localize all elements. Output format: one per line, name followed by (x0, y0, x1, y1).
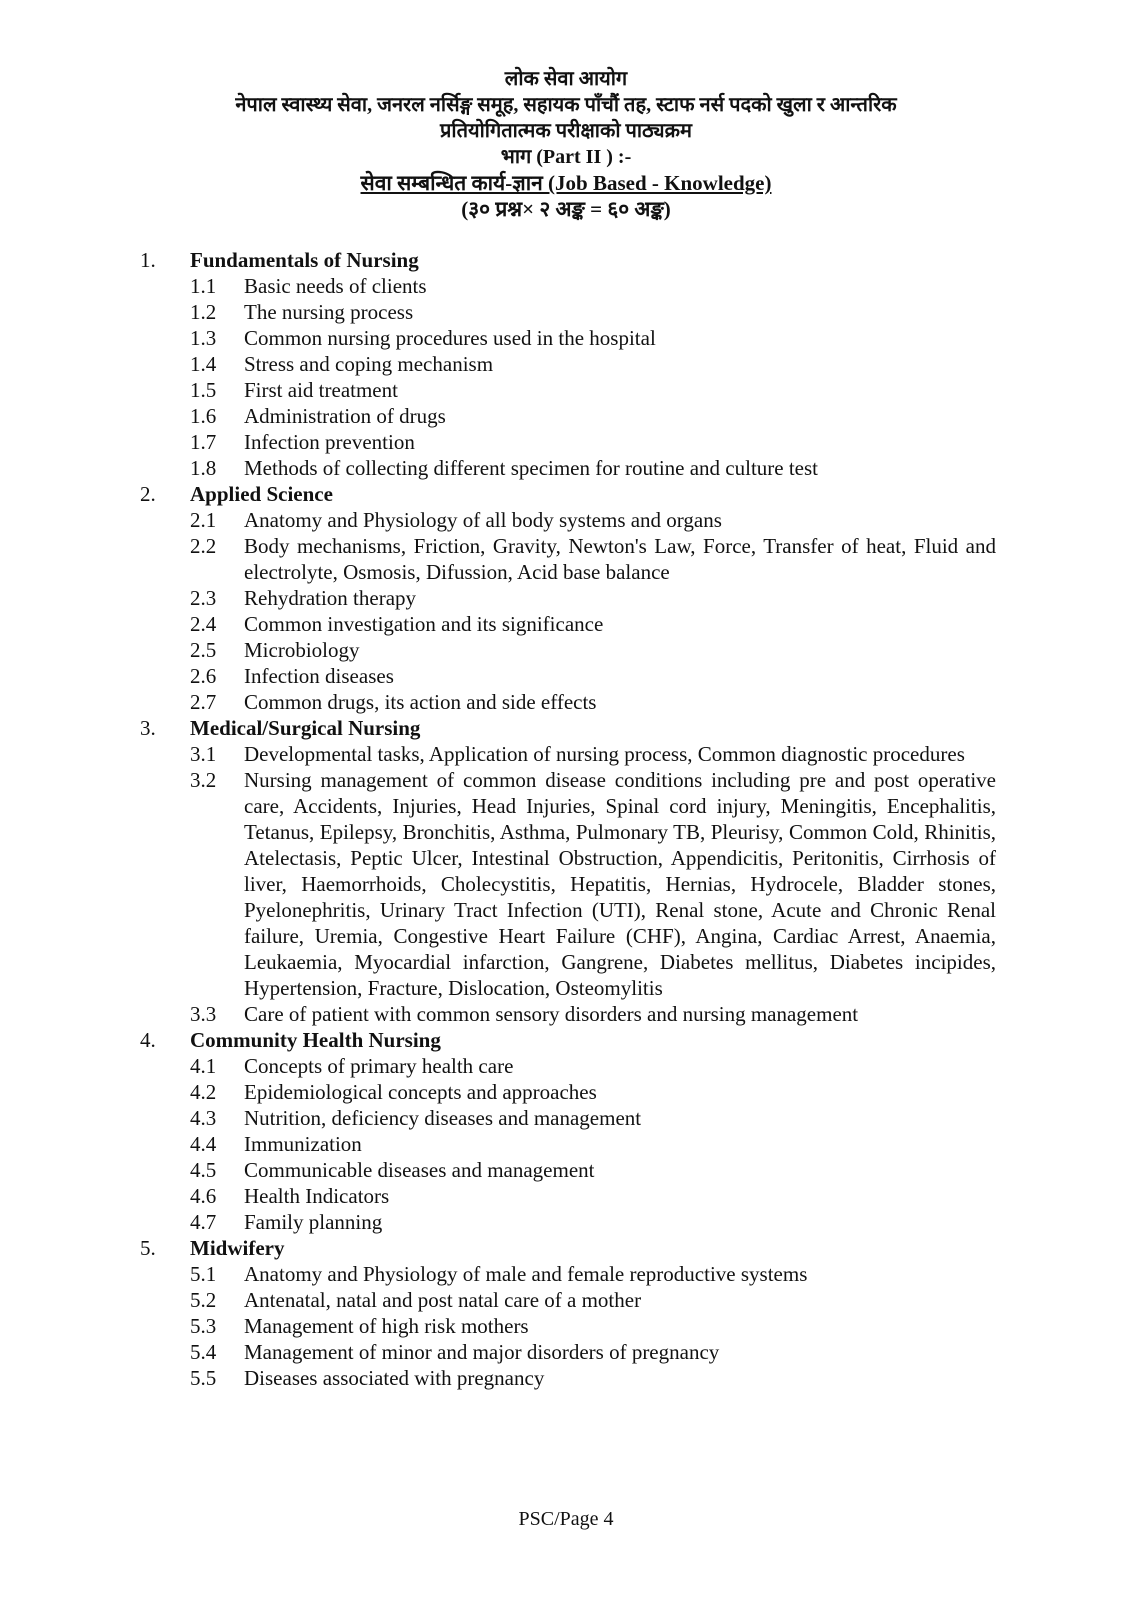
header-commission-name: लोक सेवा आयोग (504, 68, 628, 90)
item-text: The nursing process (244, 300, 414, 324)
list-item (0, 429, 1132, 455)
item-number: 5.5 (190, 1366, 217, 1390)
list-item (0, 741, 1132, 767)
item-text: Anatomy and Physiology of all body systems and organs (244, 508, 722, 532)
section-number: 4. (140, 1028, 156, 1052)
syllabus-section (0, 715, 1132, 1027)
header-service-group: नेपाल स्वास्थ्य सेवा, जनरल नर्सिङ्ग समूह, सहायक पाँचौं तह, स्टाफ नर्स पदको खुला र आन्तरिक (235, 94, 897, 116)
page-footer: PSC/Page 4 (518, 1508, 614, 1530)
item-number: 4.7 (190, 1210, 217, 1234)
item-text: Basic needs of clients (244, 274, 427, 298)
list-item (0, 533, 1132, 585)
item-number: 3.1 (190, 742, 217, 766)
item-text: Microbiology (244, 638, 360, 662)
item-number: 5.1 (190, 1262, 217, 1286)
list-item (0, 377, 1132, 403)
item-text: Methods of collecting different specimen for routine and culture test (244, 456, 819, 480)
list-item (0, 1339, 1132, 1365)
section-heading (0, 715, 1132, 741)
item-text: Antenatal, natal and post natal care of a mother (244, 1288, 642, 1312)
list-item (0, 455, 1132, 481)
item-number: 1.1 (190, 274, 217, 298)
syllabus-section (0, 1235, 1132, 1391)
list-item (0, 1261, 1132, 1287)
list-item (0, 1079, 1132, 1105)
header-subtitle-text: सेवा सम्बन्धित कार्य-ज्ञान (Job Based - Knowledge) (360, 171, 772, 195)
list-item (0, 637, 1132, 663)
list-item (0, 1313, 1132, 1339)
item-text: Concepts of primary health care (244, 1054, 514, 1078)
item-number: 1.4 (190, 352, 217, 376)
list-item (0, 767, 1132, 1001)
item-text: Communicable diseases and management (244, 1158, 595, 1182)
item-number: 1.8 (190, 456, 217, 480)
item-number: 2.4 (190, 612, 217, 636)
item-number: 4.2 (190, 1080, 217, 1104)
item-text: Epidemiological concepts and approaches (244, 1080, 597, 1104)
list-item (0, 351, 1132, 377)
header-exam-syllabus: प्रतियोगितात्मक परीक्षाको पाठ्यक्रम (440, 120, 692, 142)
item-number: 2.5 (190, 638, 217, 662)
syllabus-content (0, 247, 1132, 1391)
document-header (0, 66, 1132, 222)
list-item (0, 663, 1132, 689)
list-item (0, 1183, 1132, 1209)
item-text: Administration of drugs (244, 404, 446, 428)
section-heading (0, 1027, 1132, 1053)
item-number: 4.4 (190, 1132, 217, 1156)
item-number: 1.7 (190, 430, 217, 454)
list-item (0, 273, 1132, 299)
item-number: 1.6 (190, 404, 217, 428)
item-text: Immunization (244, 1132, 362, 1156)
section-number: 1. (140, 248, 156, 272)
list-item (0, 1053, 1132, 1079)
item-text: Management of high risk mothers (244, 1314, 529, 1338)
item-number: 4.3 (190, 1106, 217, 1130)
item-number: 2.2 (190, 534, 217, 558)
item-text: First aid treatment (244, 378, 398, 402)
syllabus-section (0, 247, 1132, 481)
item-number: 1.2 (190, 300, 217, 324)
item-text: Infection diseases (244, 664, 394, 688)
item-text: Care of patient with common sensory disorders and nursing management (244, 1002, 859, 1026)
item-number: 2.6 (190, 664, 217, 688)
item-text: Common drugs, its action and side effects (244, 690, 597, 714)
section-title: Applied Science (190, 482, 333, 506)
list-item (0, 1209, 1132, 1235)
header-marks: (३० प्रश्न× २ अङ्क = ६० अङ्क) (461, 197, 671, 221)
item-text: Health Indicators (244, 1184, 390, 1208)
section-title: Fundamentals of Nursing (190, 248, 419, 272)
list-item (0, 1365, 1132, 1391)
list-item (0, 1105, 1132, 1131)
syllabus-section (0, 1027, 1132, 1235)
list-item (0, 689, 1132, 715)
section-heading (0, 481, 1132, 507)
item-text: Nursing management of common disease conditions including pre and post operative care, Accidents, Injuries, Head Injuries, Spinal cord injury, Meningitis, Encephalitis, Tetanus, Epilepsy, Bronchitis, Asthma, Pulmonary TB, Pleurisy, Common Cold, Rhinitis, Atelectasis, Peptic Ulcer, Intestinal Obstruction, Appendicitis, Peritonitis, Cirrhosis of liver, Haemorrhoids, Cholecystitis, Hepatitis, Hernias, Hydrocele, Bladder stones, Pyelonephritis, Urinary Tract Infection (UTI), Renal stone, Acute and Chronic Renal failure, Uremia, Congestive Heart Failure (CHF), Angina, Cardiac Arrest, Anaemia, Leukaemia, Myocardial infarction, Gangrene, Diabetes mellitus, Diabetes incipides, Hypertension, Fracture, Dislocation, Osteomylitis (244, 768, 996, 1000)
section-number: 3. (140, 716, 156, 740)
section-title: Medical/Surgical Nursing (190, 716, 421, 740)
section-number: 5. (140, 1236, 156, 1260)
list-item (0, 1287, 1132, 1313)
section-title: Midwifery (190, 1236, 285, 1260)
section-heading (0, 1235, 1132, 1261)
item-number: 3.3 (190, 1002, 217, 1026)
item-text: Family planning (244, 1210, 383, 1234)
list-item (0, 403, 1132, 429)
item-text: Developmental tasks, Application of nursing process, Common diagnostic procedures (244, 742, 965, 766)
item-text: Nutrition, deficiency diseases and management (244, 1106, 642, 1130)
item-number: 4.1 (190, 1054, 217, 1078)
item-text: Management of minor and major disorders of pregnancy (244, 1340, 720, 1364)
syllabus-section (0, 481, 1132, 715)
list-item (0, 299, 1132, 325)
list-item (0, 1157, 1132, 1183)
item-number: 4.6 (190, 1184, 217, 1208)
item-number: 1.3 (190, 326, 217, 350)
item-text: Anatomy and Physiology of male and female reproductive systems (244, 1262, 808, 1286)
item-number: 2.3 (190, 586, 217, 610)
header-part-label: भाग (Part II ) :- (500, 146, 632, 168)
item-text: Common nursing procedures used in the hospital (244, 326, 656, 350)
item-number: 5.4 (190, 1340, 217, 1364)
list-item (0, 507, 1132, 533)
item-number: 1.5 (190, 378, 217, 402)
list-item (0, 1131, 1132, 1157)
section-title: Community Health Nursing (190, 1028, 441, 1052)
item-text: Body mechanisms, Friction, Gravity, Newton's Law, Force, Transfer of heat, Fluid and electrolyte, Osmosis, Difussion, Acid base balance (244, 534, 996, 584)
item-number: 3.2 (190, 768, 217, 792)
item-number: 5.3 (190, 1314, 217, 1338)
header-subtitle (0, 170, 1132, 196)
list-item (0, 325, 1132, 351)
item-number: 4.5 (190, 1158, 217, 1182)
item-number: 5.2 (190, 1288, 217, 1312)
section-heading (0, 247, 1132, 273)
item-number: 2.7 (190, 690, 217, 714)
item-text: Common investigation and its significance (244, 612, 604, 636)
item-number: 2.1 (190, 508, 217, 532)
item-text: Diseases associated with pregnancy (244, 1366, 545, 1390)
item-text: Rehydration therapy (244, 586, 417, 610)
section-number: 2. (140, 482, 156, 506)
list-item (0, 611, 1132, 637)
item-text: Infection prevention (244, 430, 415, 454)
list-item (0, 585, 1132, 611)
list-item (0, 1001, 1132, 1027)
item-text: Stress and coping mechanism (244, 352, 494, 376)
